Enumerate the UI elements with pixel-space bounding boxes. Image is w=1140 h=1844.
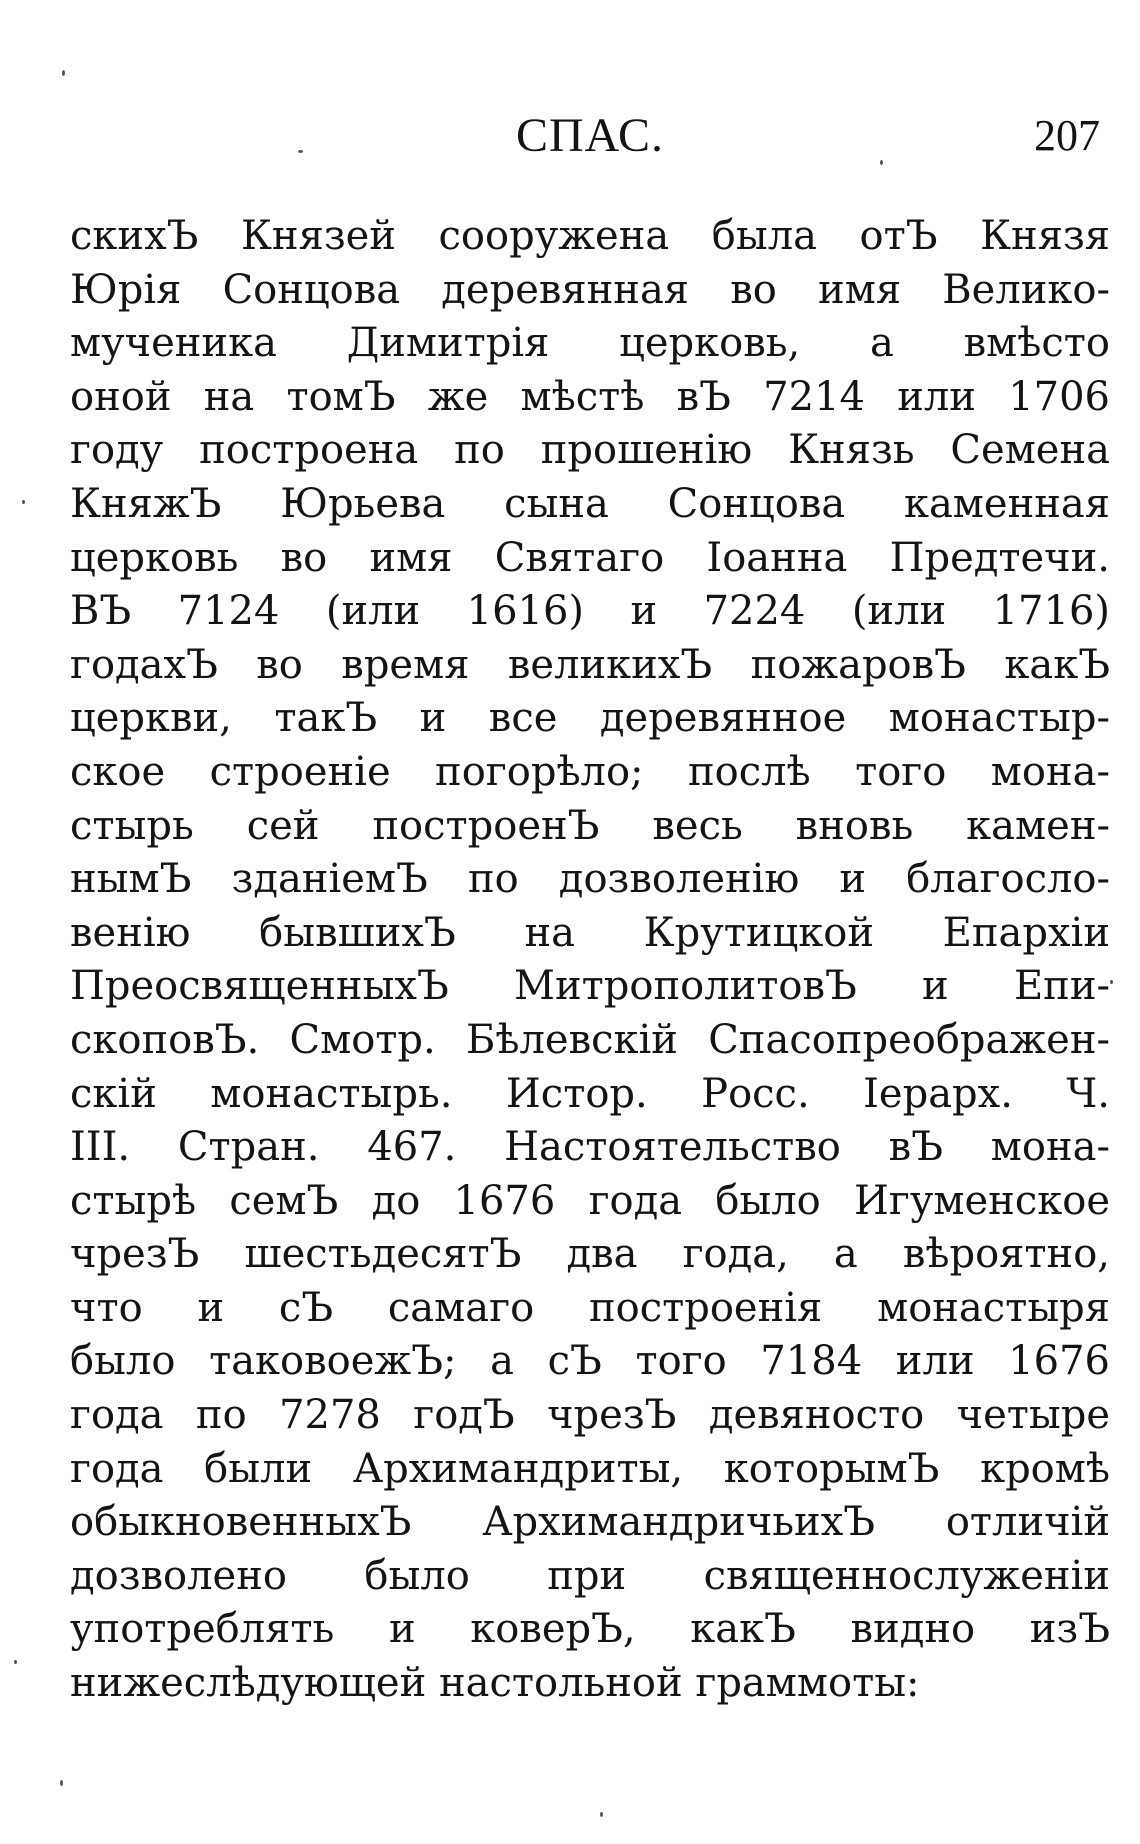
text-line: ПреосвященныхЪ МитрополитовЪ и Епи- bbox=[70, 963, 1110, 1010]
page-number: 207 bbox=[1034, 111, 1100, 160]
text-line: нижеслѣдующей настольной граммоты: bbox=[70, 1660, 920, 1707]
scan-speck bbox=[14, 1660, 17, 1664]
running-title: СПАС. bbox=[516, 109, 664, 162]
scan-speck bbox=[1110, 980, 1113, 984]
text-line: стырѣ семЪ до 1676 года было Игуменское bbox=[70, 1177, 1110, 1224]
scan-speck bbox=[62, 70, 65, 76]
text-line: церковь во имя Святаго Іоанна Предтечи. bbox=[70, 534, 1110, 581]
text-line: что и сЪ самаго построенія монастыря bbox=[70, 1284, 1110, 1331]
text-line: стырь сей построенЪ весь вновь камен- bbox=[70, 802, 1110, 849]
text-line: году построена по прошенію Князь Семена bbox=[70, 427, 1110, 474]
text-line: дозволено было при священнослуженіи bbox=[70, 1552, 1110, 1599]
text-line: года по 7278 годЪ чрезЪ девяносто четыре bbox=[70, 1392, 1110, 1439]
scan-speck bbox=[60, 1780, 63, 1786]
text-line: было таковоежЪ; а сЪ того 7184 или 1676 bbox=[70, 1338, 1110, 1385]
text-line: скоповЪ. Смотр. Бѣлевскій Спасопреображен- bbox=[70, 1016, 1110, 1063]
text-line: III. Стран. 467. Настоятельство вЪ мона- bbox=[70, 1124, 1110, 1171]
text-line: венію бывшихЪ на Крутицкой Епархіи bbox=[70, 909, 1110, 956]
text-line: церкви, такЪ и все деревянное монастыр- bbox=[70, 695, 1110, 742]
body-text bbox=[70, 210, 1110, 1711]
text-line: Юрія Сонцова деревянная во имя Велико- bbox=[70, 266, 1110, 313]
text-line: скихЪ Князей сооружена была отЪ Князя bbox=[70, 213, 1110, 259]
text-line: нымЪ зданіемЪ по дозволенію и благосло- bbox=[70, 856, 1110, 903]
scan-speck bbox=[880, 160, 883, 165]
scan-speck bbox=[22, 500, 25, 504]
text-line: ское строеніе погорѣло; послѣ того мона- bbox=[70, 748, 1110, 795]
text-line: обыкновенныхЪ АрхимандричьихЪ отличій bbox=[70, 1499, 1110, 1546]
scan-speck bbox=[600, 1812, 603, 1817]
text-line: чрезЪ шестьдесятЪ два года, а вѣроятно, bbox=[70, 1231, 1110, 1278]
text-line: мученика Димитрія церковь, а вмѣсто bbox=[70, 320, 1110, 367]
running-head bbox=[0, 108, 1140, 178]
text-line: оной на томЪ же мѣстѣ вЪ 7214 или 1706 bbox=[70, 373, 1110, 420]
text-line: скій монастырь. Истор. Росс. Іерарх. Ч. bbox=[70, 1070, 1110, 1117]
scan-speck bbox=[298, 150, 303, 153]
text-line: годахЪ во время великихЪ пожаровЪ какЪ bbox=[70, 641, 1110, 688]
text-line: года были Архимандриты, которымЪ кромѣ bbox=[70, 1445, 1110, 1492]
text-line: КняжЪ Юрьева сына Сонцова каменная bbox=[70, 480, 1110, 527]
text-line: употреблять и коверЪ, какЪ видно изЪ bbox=[70, 1606, 1110, 1653]
text-line: ВЪ 7124 (или 1616) и 7224 (или 1716) bbox=[70, 588, 1110, 635]
